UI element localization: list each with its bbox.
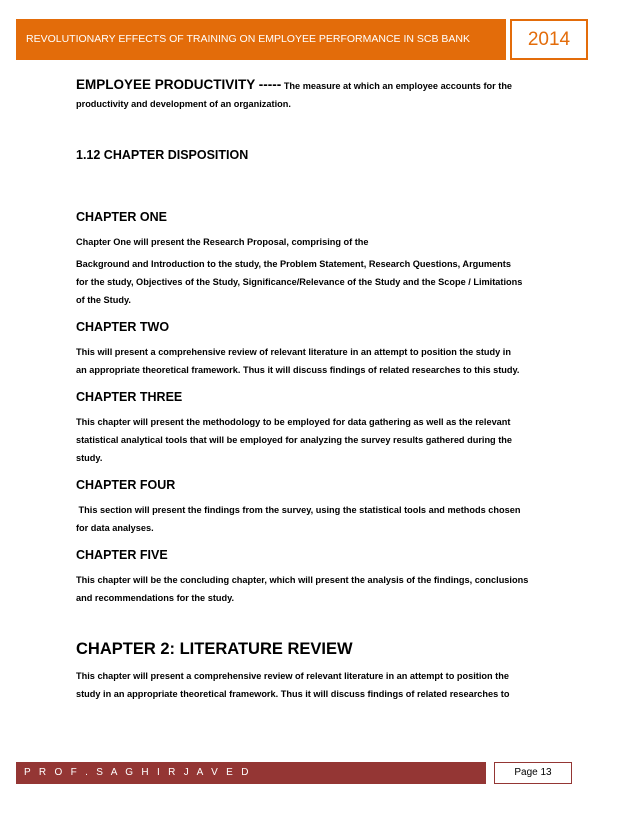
chapter-one-heading: CHAPTER ONE xyxy=(76,210,167,224)
chapter-three-line-2: statistical analytical tools that will be employed for analyzing the survey results gathered during the xyxy=(76,435,513,445)
section-heading-disposition: 1.12 CHAPTER DISPOSITION xyxy=(76,148,249,162)
definition-line-2: productivity and development of an organization. xyxy=(76,99,291,109)
chapter-one-line-2: Background and Introduction to the study, the Problem Statement, Research Questions, Arguments xyxy=(76,259,511,269)
chapter-two-line-2: an appropriate theoretical framework. Thus it will discuss findings of related researches to this study. xyxy=(76,365,520,375)
chapter-four-heading: CHAPTER FOUR xyxy=(76,478,176,492)
chapter-four-line-2: for data analyses. xyxy=(76,523,154,533)
chapter-one-line-4: of the Study. xyxy=(76,295,131,305)
literature-line-2: study in an appropriate theoretical framework. Thus it will discuss findings of related researches to xyxy=(76,689,510,699)
definition-text: The measure at which an employee accounts for the xyxy=(281,81,513,91)
chapter-five-line-1: This chapter will be the concluding chapter, which will present the analysis of the findings, conclusions xyxy=(76,575,529,585)
page-header xyxy=(16,19,588,60)
footer-page-number: Page 13 xyxy=(494,762,572,784)
chapter-one-line-3: for the study, Objectives of the Study, Significance/Relevance of the Study and the Scope / Limitations xyxy=(76,277,523,287)
chapter-one-line-1: Chapter One will present the Research Proposal, comprising of the xyxy=(76,237,369,247)
chapter-five-heading: CHAPTER FIVE xyxy=(76,548,168,562)
chapter-three-line-1: This chapter will present the methodology to be employed for data gathering as well as the relevant xyxy=(76,417,511,427)
definition-paragraph xyxy=(76,76,568,95)
page-content xyxy=(76,76,568,703)
chapter-two-heading: CHAPTER TWO xyxy=(76,320,170,334)
literature-line-1: This chapter will present a comprehensive review of relevant literature in an attempt to position the xyxy=(76,671,509,681)
literature-review-heading: CHAPTER 2: LITERATURE REVIEW xyxy=(76,640,353,658)
chapter-five-line-2: and recommendations for the study. xyxy=(76,593,235,603)
chapter-three-line-3: study. xyxy=(76,453,103,463)
chapter-four-line-1: This section will present the findings from the survey, using the statistical tools and methods chosen xyxy=(76,505,521,515)
header-title: REVOLUTIONARY EFFECTS OF TRAINING ON EMPLOYEE PERFORMANCE IN SCB BANK xyxy=(16,19,506,60)
definition-term: EMPLOYEE PRODUCTIVITY ----- xyxy=(76,77,282,92)
header-year: 2014 xyxy=(510,19,588,60)
chapter-two-line-1: This will present a comprehensive review of relevant literature in an attempt to position the study in xyxy=(76,347,511,357)
chapter-three-heading: CHAPTER THREE xyxy=(76,390,183,404)
footer-author: P R O F . S A G H I R J A V E D xyxy=(16,762,486,784)
